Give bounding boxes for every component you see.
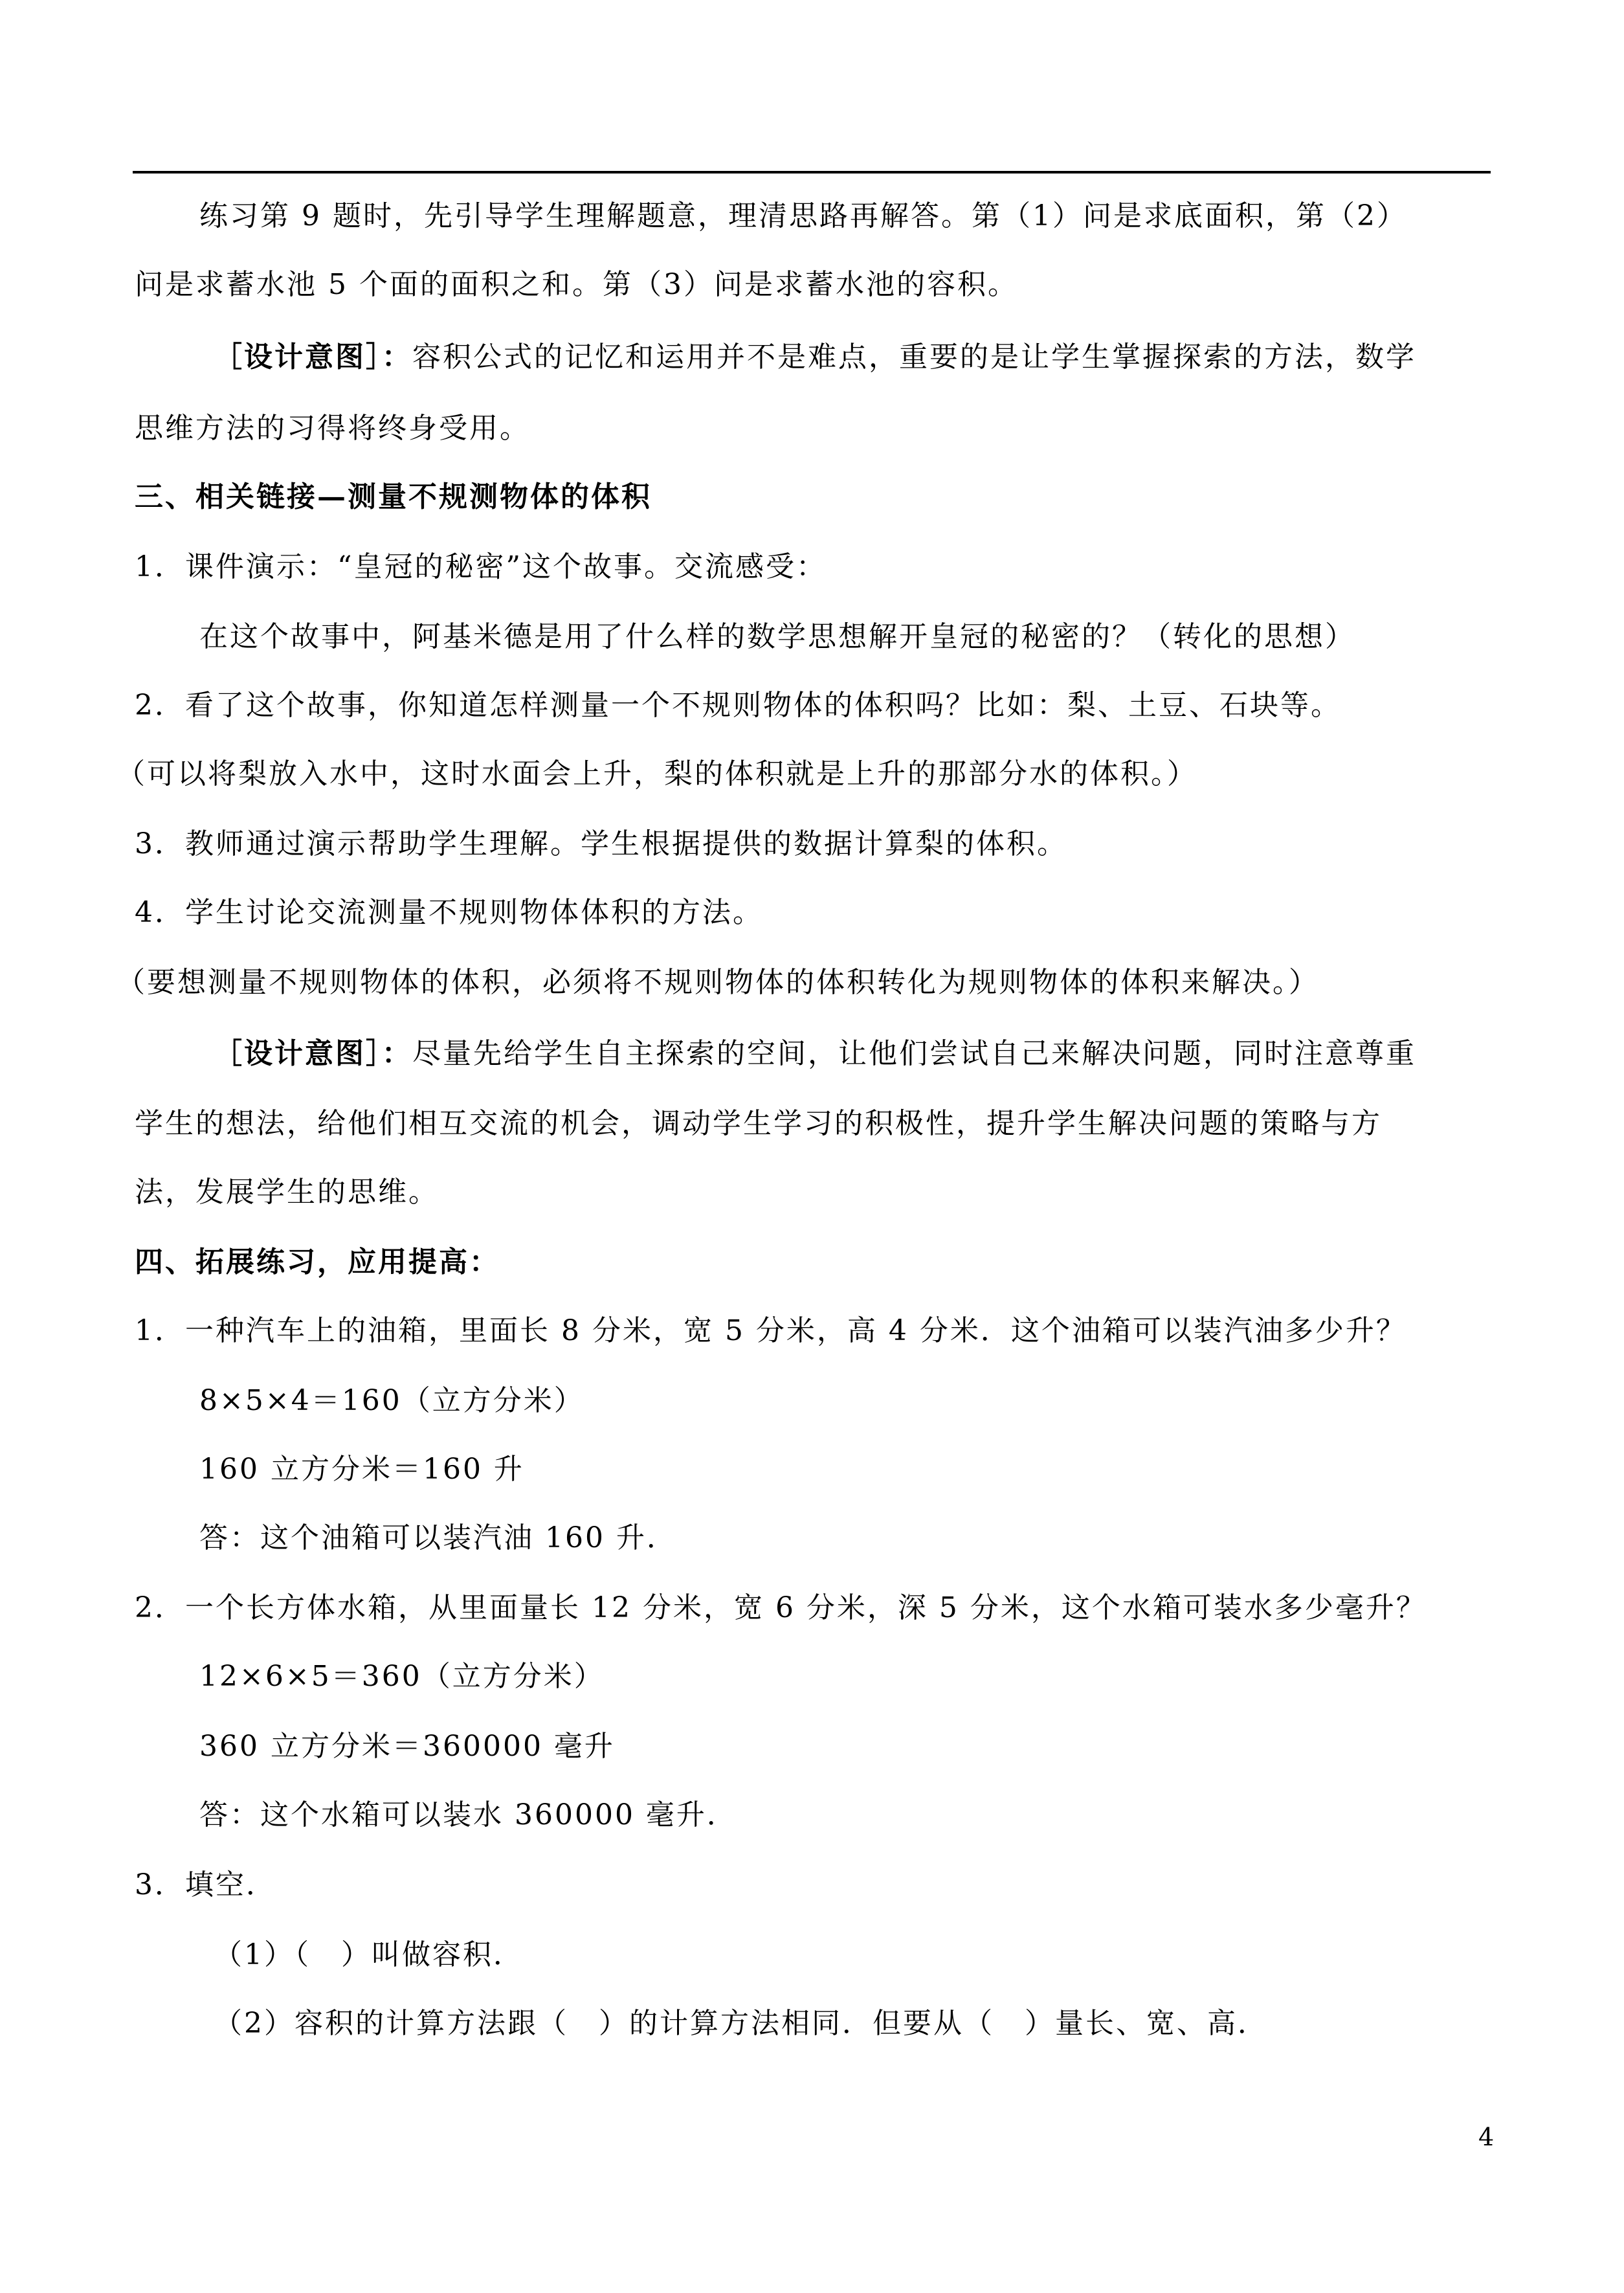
design-note-1-label: ［设计意图］： xyxy=(214,341,412,374)
design-note-2-text: 尽量先给学生自主探索的空间，让他们尝试自己来解决问题，同时注意尊重 xyxy=(412,1037,1416,1070)
design-note-2-label: ［设计意图］： xyxy=(214,1037,412,1070)
section-3-item-3: 3．教师通过演示帮助学生理解。学生根据提供的数据计算梨的体积。 xyxy=(135,827,1067,860)
q3-blank-2: （2）容积的计算方法跟（ ）的计算方法相同．但要从（ ）量长、宽、高． xyxy=(214,2007,1268,2040)
q1-step-2: 160 立方分米＝160 升 xyxy=(199,1453,524,1486)
section-3-item-2-note: （可以将梨放入水中，这时水面会上升，梨的体积就是上升的那部分水的体积。） xyxy=(117,757,1197,790)
section-3-heading: 三、相关链接—测量不规测物体的体积 xyxy=(135,480,652,513)
q2-answer: 答：这个水箱可以装水 360000 毫升． xyxy=(199,1798,737,1831)
q1-step-1: 8×5×4＝160（立方分米） xyxy=(199,1384,584,1417)
page-number: 4 xyxy=(1478,2123,1495,2151)
design-note-1-text: 容积公式的记忆和运用并不是难点，重要的是让学生掌握探索的方法，数学 xyxy=(412,341,1416,374)
header-rule xyxy=(133,171,1491,173)
design-note-1-line-2: 思维方法的习得将终身受用。 xyxy=(135,412,530,445)
design-note-2-line-3: 法，发展学生的思维。 xyxy=(135,1176,439,1209)
design-note-2-line-2: 学生的想法，给他们相互交流的机会，调动学生学习的积极性，提升学生解决问题的策略与方 xyxy=(135,1107,1382,1140)
q2-step-1: 12×6×5＝360（立方分米） xyxy=(199,1660,605,1693)
q1-answer: 答：这个油箱可以装汽油 160 升． xyxy=(199,1521,677,1554)
q3-heading: 3．填空． xyxy=(135,1868,276,1901)
q2-question: 2．一个长方体水箱，从里面量长 12 分米，宽 6 分米，深 5 分米，这个水箱可装水多少毫升？ xyxy=(135,1591,1427,1624)
design-note-2-line-1 xyxy=(214,1035,1416,1073)
section-3-item-2: 2．看了这个故事，你知道怎样测量一个不规则物体的体积吗？比如：梨、土豆、石块等。 xyxy=(135,689,1341,722)
section-3-item-1: 1．课件演示：“皇冠的秘密”这个故事。交流感受： xyxy=(135,550,827,583)
q3-blank-1: （1）（ ）叫做容积． xyxy=(214,1938,524,1971)
q2-step-2: 360 立方分米＝360000 毫升 xyxy=(199,1730,615,1763)
section-3-item-4: 4．学生讨论交流测量不规则物体体积的方法。 xyxy=(135,896,763,929)
q1-question: 1．一种汽车上的油箱，里面长 8 分米，宽 5 分米，高 4 分米．这个油箱可以装汽油多少升？ xyxy=(135,1314,1407,1347)
design-note-1-line-1 xyxy=(214,338,1416,377)
section-3-item-1-detail: 在这个故事中，阿基米德是用了什么样的数学思想解开皇冠的秘密的？（转化的思想） xyxy=(199,620,1355,653)
section-4-heading: 四、拓展练习，应用提高： xyxy=(135,1246,500,1279)
section-3-item-4-note: （要想测量不规则物体的体积，必须将不规则物体的体积转化为规则物体的体积来解决。） xyxy=(117,966,1319,999)
paragraph-1-line-2: 问是求蓄水池 5 个面的面积之和。第（3）问是求蓄水池的容积。 xyxy=(135,268,1018,301)
paragraph-1-line-1: 练习第 9 题时，先引导学生理解题意，理清思路再解答。第（1）问是求底面积，第（2） xyxy=(199,199,1407,232)
